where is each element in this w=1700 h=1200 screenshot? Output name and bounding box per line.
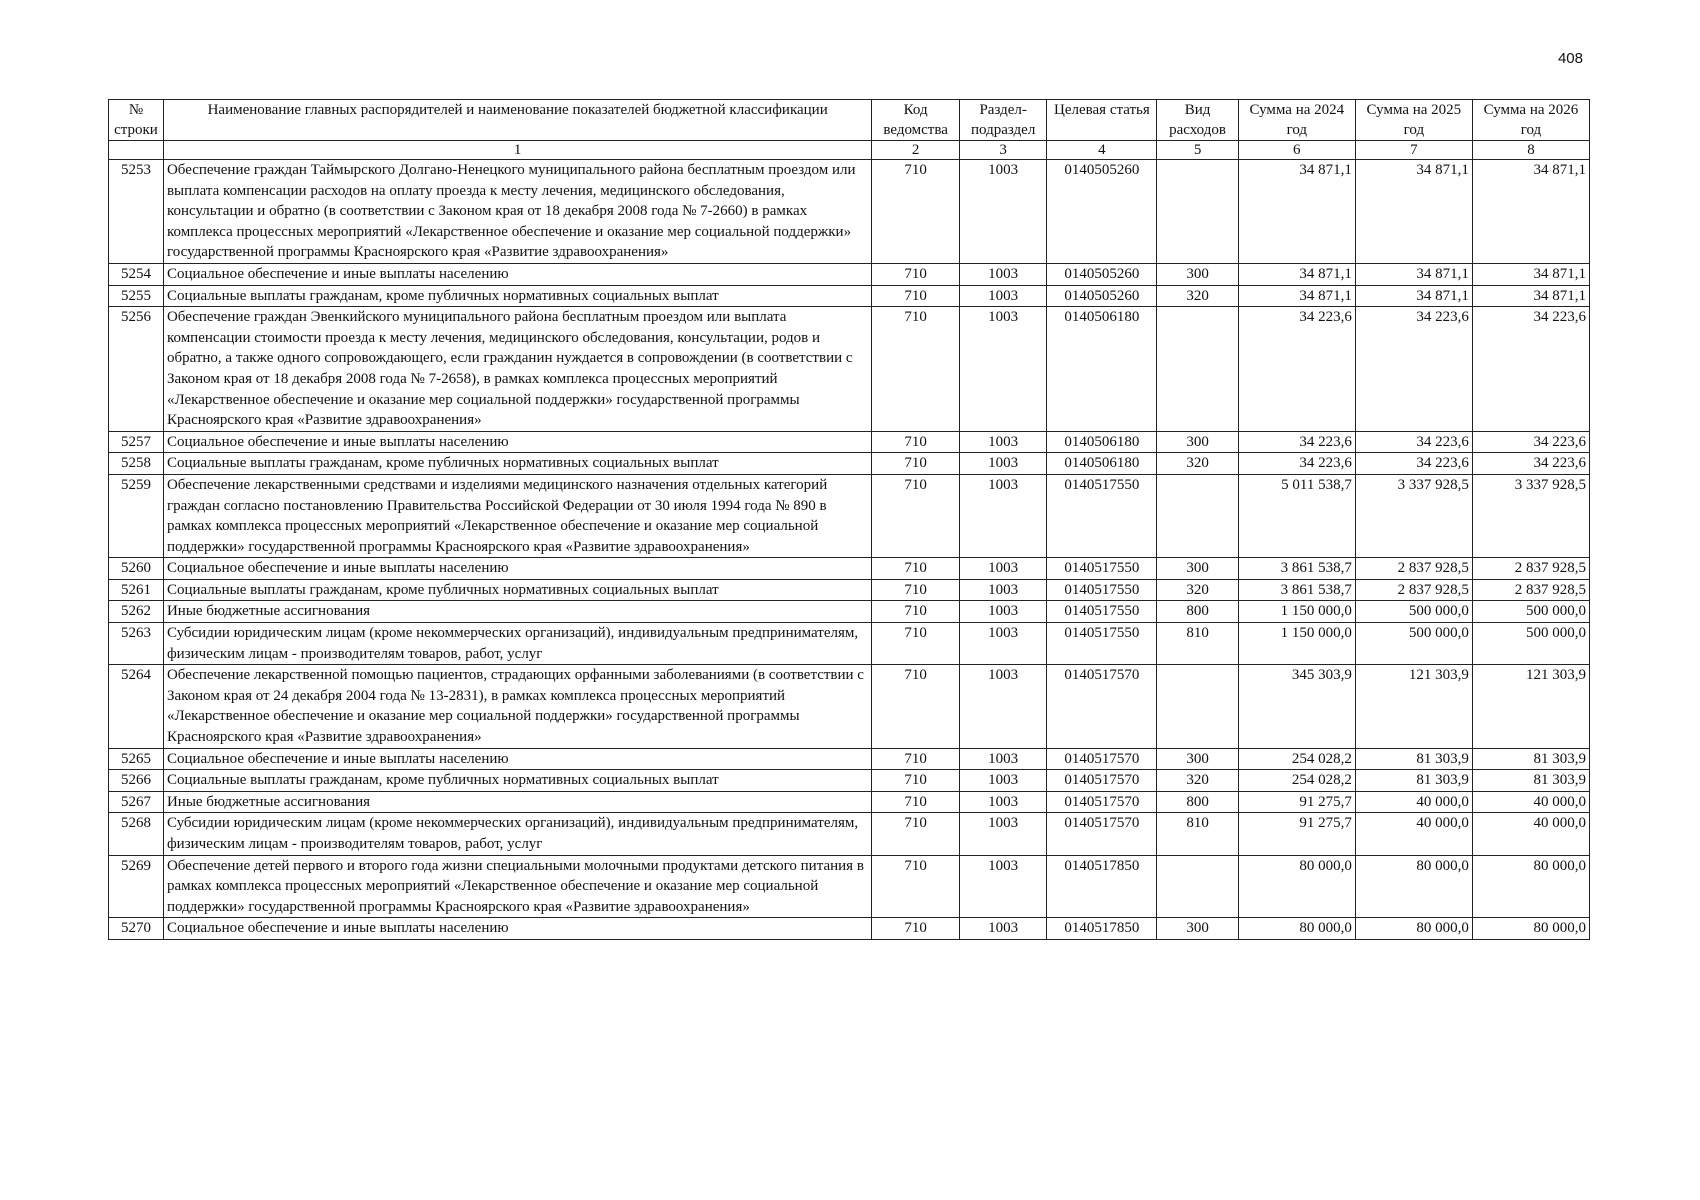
row-name: Социальные выплаты гражданам, кроме публичных нормативных социальных выплат [163, 453, 871, 475]
section-code: 1003 [959, 770, 1047, 792]
column-number: 5 [1157, 141, 1238, 160]
table-row [109, 601, 1590, 623]
sum-2024: 254 028,2 [1238, 748, 1355, 770]
sum-2025: 121 303,9 [1355, 665, 1472, 748]
sum-2025: 34 223,6 [1355, 453, 1472, 475]
section-code: 1003 [959, 855, 1047, 918]
target-article: 0140517550 [1047, 579, 1157, 601]
table-row [109, 665, 1590, 748]
sum-2024: 80 000,0 [1238, 855, 1355, 918]
sum-2026: 500 000,0 [1472, 601, 1589, 623]
row-number: 5254 [109, 263, 164, 285]
expense-type: 320 [1157, 770, 1238, 792]
sum-2024: 34 871,1 [1238, 285, 1355, 307]
section-code: 1003 [959, 285, 1047, 307]
row-name: Социальное обеспечение и иные выплаты населению [163, 431, 871, 453]
department-code: 710 [872, 431, 960, 453]
expense-type: 800 [1157, 791, 1238, 813]
sum-2024: 3 861 538,7 [1238, 558, 1355, 580]
row-name: Социальное обеспечение и иные выплаты населению [163, 263, 871, 285]
row-number: 5261 [109, 579, 164, 601]
row-name: Обеспечение граждан Таймырского Долгано-Ненецкого муниципального района бесплатным проездом или выплата компенсации расходов на оплату проезда к месту лечения, медицинского обследования, консультации и обратно (в соответствии с Законом края от 18 декабря 2008 года № 7-2660) в рамках комплекса процессных мероприятий «Лекарственное обеспечение и оказание мер социальной поддержки» государственной программы Красноярского края «Развитие здравоохранения» [163, 160, 871, 264]
row-number: 5264 [109, 665, 164, 748]
column-number [109, 141, 164, 160]
sum-2024: 254 028,2 [1238, 770, 1355, 792]
row-number: 5267 [109, 791, 164, 813]
sum-2025: 80 000,0 [1355, 855, 1472, 918]
row-number: 5263 [109, 623, 164, 665]
sum-2025: 40 000,0 [1355, 791, 1472, 813]
table-row [109, 770, 1590, 792]
row-name: Социальные выплаты гражданам, кроме публичных нормативных социальных выплат [163, 579, 871, 601]
sum-2025: 2 837 928,5 [1355, 558, 1472, 580]
column-number: 6 [1238, 141, 1355, 160]
target-article: 0140506180 [1047, 307, 1157, 432]
target-article: 0140517850 [1047, 855, 1157, 918]
section-code: 1003 [959, 431, 1047, 453]
department-code: 710 [872, 855, 960, 918]
table-header-row [109, 100, 1590, 141]
sum-2025: 34 871,1 [1355, 160, 1472, 264]
department-code: 710 [872, 601, 960, 623]
expense-type: 320 [1157, 285, 1238, 307]
sum-2026: 34 223,6 [1472, 307, 1589, 432]
sum-2026: 80 000,0 [1472, 918, 1589, 940]
target-article: 0140517550 [1047, 558, 1157, 580]
table-row [109, 307, 1590, 432]
department-code: 710 [872, 307, 960, 432]
expense-type [1157, 855, 1238, 918]
row-number: 5268 [109, 813, 164, 855]
section-code: 1003 [959, 813, 1047, 855]
row-number: 5258 [109, 453, 164, 475]
row-name: Иные бюджетные ассигнования [163, 791, 871, 813]
column-number: 3 [959, 141, 1047, 160]
sum-2026: 34 223,6 [1472, 453, 1589, 475]
department-code: 710 [872, 623, 960, 665]
row-number: 5262 [109, 601, 164, 623]
sum-2025: 2 837 928,5 [1355, 579, 1472, 601]
budget-table [108, 99, 1590, 940]
expense-type: 320 [1157, 453, 1238, 475]
target-article: 0140517550 [1047, 623, 1157, 665]
section-code: 1003 [959, 579, 1047, 601]
row-name: Обеспечение детей первого и второго года жизни специальными молочными продуктами детского питания в рамках комплекса процессных мероприятий «Лекарственное обеспечение и оказание мер социальной поддержки» государственной программы Красноярского края «Развитие здравоохранения» [163, 855, 871, 918]
expense-type [1157, 474, 1238, 557]
sum-2024: 91 275,7 [1238, 813, 1355, 855]
expense-type: 300 [1157, 431, 1238, 453]
target-article: 0140517550 [1047, 601, 1157, 623]
expense-type: 320 [1157, 579, 1238, 601]
target-article: 0140517570 [1047, 791, 1157, 813]
row-number: 5256 [109, 307, 164, 432]
expense-type [1157, 307, 1238, 432]
expense-type [1157, 160, 1238, 264]
header-expense-type: Вид расходов [1157, 100, 1238, 141]
sum-2026: 2 837 928,5 [1472, 558, 1589, 580]
department-code: 710 [872, 748, 960, 770]
row-number: 5260 [109, 558, 164, 580]
expense-type: 810 [1157, 813, 1238, 855]
row-number: 5259 [109, 474, 164, 557]
table-row [109, 474, 1590, 557]
target-article: 0140505260 [1047, 263, 1157, 285]
table-row [109, 431, 1590, 453]
sum-2024: 34 871,1 [1238, 263, 1355, 285]
table-row [109, 623, 1590, 665]
target-article: 0140506180 [1047, 431, 1157, 453]
section-code: 1003 [959, 263, 1047, 285]
target-article: 0140506180 [1047, 453, 1157, 475]
section-code: 1003 [959, 665, 1047, 748]
table-row [109, 748, 1590, 770]
table-row [109, 918, 1590, 940]
row-number: 5269 [109, 855, 164, 918]
header-target-article: Целевая статья [1047, 100, 1157, 141]
department-code: 710 [872, 453, 960, 475]
department-code: 710 [872, 770, 960, 792]
table-row [109, 813, 1590, 855]
sum-2026: 3 337 928,5 [1472, 474, 1589, 557]
section-code: 1003 [959, 160, 1047, 264]
target-article: 0140517570 [1047, 813, 1157, 855]
sum-2025: 500 000,0 [1355, 623, 1472, 665]
row-number: 5265 [109, 748, 164, 770]
department-code: 710 [872, 918, 960, 940]
target-article: 0140517570 [1047, 770, 1157, 792]
row-name: Субсидии юридическим лицам (кроме некоммерческих организаций), индивидуальным предпринимателям, физическим лицам - производителям товаров, работ, услуг [163, 623, 871, 665]
target-article: 0140505260 [1047, 285, 1157, 307]
table-row [109, 791, 1590, 813]
section-code: 1003 [959, 748, 1047, 770]
sum-2026: 2 837 928,5 [1472, 579, 1589, 601]
row-name: Обеспечение лекарственной помощью пациентов, страдающих орфанными заболеваниями (в соответствии с Законом края от 24 декабря 2004 года № 13-2831), в рамках комплекса процессных мероприятий «Лекарственное обеспечение и оказание мер социальной поддержки» государственной программы Красноярского края «Развитие здравоохранения» [163, 665, 871, 748]
department-code: 710 [872, 579, 960, 601]
sum-2025: 34 871,1 [1355, 285, 1472, 307]
column-number: 2 [872, 141, 960, 160]
section-code: 1003 [959, 623, 1047, 665]
sum-2025: 34 223,6 [1355, 431, 1472, 453]
sum-2026: 40 000,0 [1472, 813, 1589, 855]
section-code: 1003 [959, 307, 1047, 432]
table-body [109, 160, 1590, 940]
sum-2024: 1 150 000,0 [1238, 623, 1355, 665]
row-name: Социальные выплаты гражданам, кроме публичных нормативных социальных выплат [163, 285, 871, 307]
row-name: Социальное обеспечение и иные выплаты населению [163, 558, 871, 580]
row-number: 5257 [109, 431, 164, 453]
header-sum-2026: Сумма на 2026 год [1472, 100, 1589, 141]
header-section: Раздел-подраздел [959, 100, 1047, 141]
header-name: Наименование главных распорядителей и наименование показателей бюджетной классификации [163, 100, 871, 141]
sum-2024: 80 000,0 [1238, 918, 1355, 940]
table-row [109, 558, 1590, 580]
header-sum-2024: Сумма на 2024 год [1238, 100, 1355, 141]
expense-type: 300 [1157, 558, 1238, 580]
header-department-code: Код ведомства [872, 100, 960, 141]
column-number: 8 [1472, 141, 1589, 160]
sum-2026: 34 223,6 [1472, 431, 1589, 453]
sum-2025: 500 000,0 [1355, 601, 1472, 623]
department-code: 710 [872, 813, 960, 855]
table-row [109, 160, 1590, 264]
sum-2025: 34 223,6 [1355, 307, 1472, 432]
sum-2024: 3 861 538,7 [1238, 579, 1355, 601]
target-article: 0140505260 [1047, 160, 1157, 264]
column-numbers-row [109, 141, 1590, 160]
sum-2025: 34 871,1 [1355, 263, 1472, 285]
section-code: 1003 [959, 453, 1047, 475]
section-code: 1003 [959, 558, 1047, 580]
section-code: 1003 [959, 474, 1047, 557]
column-number: 1 [163, 141, 871, 160]
header-row-number: № строки [109, 100, 164, 141]
row-number: 5255 [109, 285, 164, 307]
row-name: Иные бюджетные ассигнования [163, 601, 871, 623]
target-article: 0140517850 [1047, 918, 1157, 940]
sum-2024: 34 871,1 [1238, 160, 1355, 264]
sum-2025: 40 000,0 [1355, 813, 1472, 855]
department-code: 710 [872, 665, 960, 748]
row-number: 5266 [109, 770, 164, 792]
sum-2026: 34 871,1 [1472, 285, 1589, 307]
target-article: 0140517550 [1047, 474, 1157, 557]
sum-2025: 81 303,9 [1355, 770, 1472, 792]
sum-2024: 34 223,6 [1238, 453, 1355, 475]
row-name: Субсидии юридическим лицам (кроме некоммерческих организаций), индивидуальным предпринимателям, физическим лицам - производителям товаров, работ, услуг [163, 813, 871, 855]
expense-type [1157, 665, 1238, 748]
target-article: 0140517570 [1047, 665, 1157, 748]
sum-2024: 34 223,6 [1238, 431, 1355, 453]
row-number: 5253 [109, 160, 164, 264]
expense-type: 800 [1157, 601, 1238, 623]
sum-2024: 34 223,6 [1238, 307, 1355, 432]
department-code: 710 [872, 474, 960, 557]
section-code: 1003 [959, 918, 1047, 940]
row-name: Социальное обеспечение и иные выплаты населению [163, 748, 871, 770]
row-name: Социальные выплаты гражданам, кроме публичных нормативных социальных выплат [163, 770, 871, 792]
sum-2024: 5 011 538,7 [1238, 474, 1355, 557]
sum-2025: 3 337 928,5 [1355, 474, 1472, 557]
column-number: 4 [1047, 141, 1157, 160]
expense-type: 300 [1157, 748, 1238, 770]
page-number: 408 [1557, 50, 1583, 67]
sum-2026: 34 871,1 [1472, 160, 1589, 264]
department-code: 710 [872, 160, 960, 264]
sum-2024: 345 303,9 [1238, 665, 1355, 748]
department-code: 710 [872, 558, 960, 580]
sum-2026: 500 000,0 [1472, 623, 1589, 665]
header-sum-2025: Сумма на 2025 год [1355, 100, 1472, 141]
row-name: Обеспечение граждан Эвенкийского муниципального района бесплатным проездом или выплата компенсации стоимости проезда к месту лечения, медицинского обследования, консультации, родов и обратно, а также одного сопровождающего, если гражданин нуждается в сопровождении (в соответствии с Законом края от 18 декабря 2008 года № 7-2658), в рамках комплекса процессных мероприятий «Лекарственное обеспечение и оказание мер социальной поддержки» государственной программы Красноярского края «Развитие здравоохранения» [163, 307, 871, 432]
sum-2024: 91 275,7 [1238, 791, 1355, 813]
department-code: 710 [872, 285, 960, 307]
column-number: 7 [1355, 141, 1472, 160]
expense-type: 810 [1157, 623, 1238, 665]
expense-type: 300 [1157, 263, 1238, 285]
department-code: 710 [872, 791, 960, 813]
row-name: Обеспечение лекарственными средствами и изделиями медицинского назначения отдельных категорий граждан согласно постановлению Правительства Российской Федерации от 30 июля 1994 года № 890 в рамках комплекса процессных мероприятий «Лекарственное обеспечение и оказание мер социальной поддержки» государственной программы Красноярского края «Развитие здравоохранения» [163, 474, 871, 557]
table-row [109, 453, 1590, 475]
table-row [109, 855, 1590, 918]
sum-2025: 81 303,9 [1355, 748, 1472, 770]
table-row [109, 579, 1590, 601]
sum-2026: 121 303,9 [1472, 665, 1589, 748]
sum-2026: 34 871,1 [1472, 263, 1589, 285]
department-code: 710 [872, 263, 960, 285]
sum-2026: 81 303,9 [1472, 748, 1589, 770]
table-row [109, 263, 1590, 285]
table-row [109, 285, 1590, 307]
row-number: 5270 [109, 918, 164, 940]
section-code: 1003 [959, 791, 1047, 813]
sum-2025: 80 000,0 [1355, 918, 1472, 940]
target-article: 0140517570 [1047, 748, 1157, 770]
section-code: 1003 [959, 601, 1047, 623]
sum-2026: 81 303,9 [1472, 770, 1589, 792]
sum-2026: 40 000,0 [1472, 791, 1589, 813]
sum-2024: 1 150 000,0 [1238, 601, 1355, 623]
sum-2026: 80 000,0 [1472, 855, 1589, 918]
expense-type: 300 [1157, 918, 1238, 940]
row-name: Социальное обеспечение и иные выплаты населению [163, 918, 871, 940]
